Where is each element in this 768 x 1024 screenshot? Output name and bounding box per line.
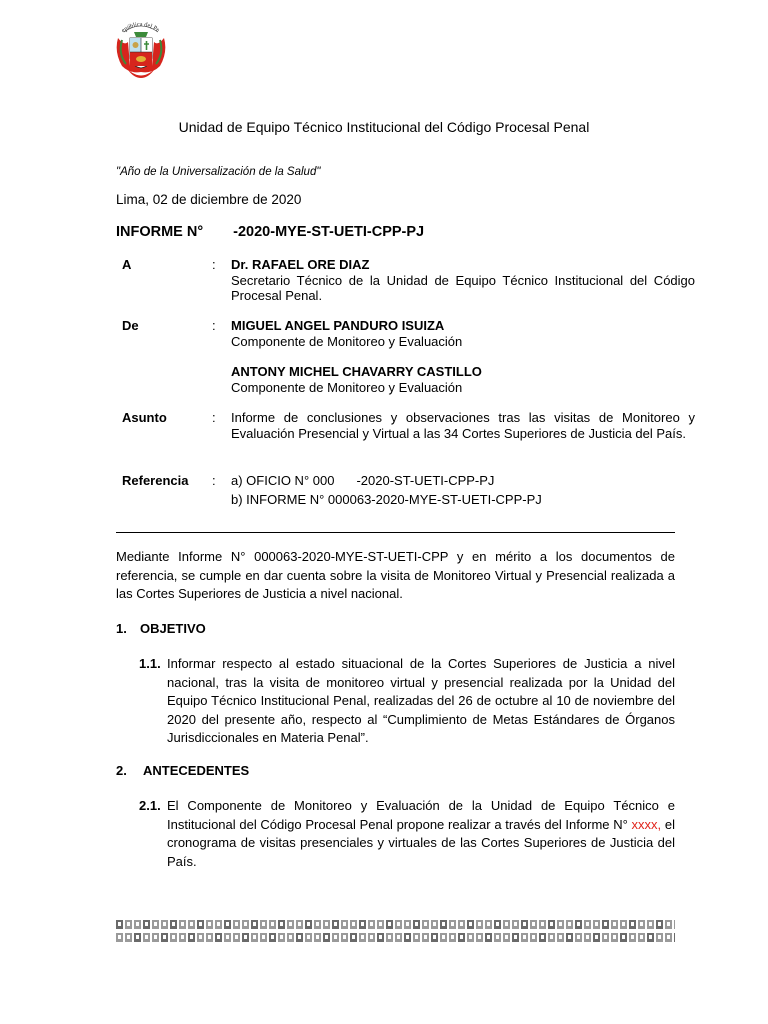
field-colon: : <box>212 473 216 488</box>
strip-glyph-inner <box>226 922 229 926</box>
year-motto: "Año de la Universalización de la Salud" <box>116 166 321 178</box>
strip-glyph-inner <box>568 922 571 926</box>
field-label-to: A <box>122 257 132 272</box>
peru-coat-of-arms-logo <box>112 22 170 84</box>
strip-glyph-inner <box>190 935 193 939</box>
strip-glyph-inner <box>289 922 292 926</box>
field-value-reference <box>231 473 695 507</box>
strip-glyph-inner <box>289 935 292 939</box>
sender-1-role: Componente de Monitoreo y Evaluación <box>231 333 463 349</box>
strip-glyph-inner <box>559 935 562 939</box>
strip-glyph-inner <box>577 935 580 939</box>
strip-glyph-inner <box>550 922 553 926</box>
strip-glyph-inner <box>208 922 211 926</box>
strip-glyph-inner <box>460 922 463 926</box>
strip-glyph-inner <box>415 935 418 939</box>
strip-glyph-inner <box>271 935 274 939</box>
placeholder-report-number: xxxx, <box>631 816 662 832</box>
background-text-start: El Componente de Monitoreo y Evaluación de la Unidad de Equipo Técnico e Institucional del Código Procesal Penal propone realizar a través del Informe N° <box>167 798 675 832</box>
field-label-from: De <box>122 318 139 333</box>
strip-glyph-inner <box>550 935 553 939</box>
strip-glyph-inner <box>613 935 616 939</box>
strip-glyph-inner <box>577 922 580 926</box>
strip-glyph-inner <box>208 935 211 939</box>
strip-glyph-inner <box>343 935 346 939</box>
strip-glyph-inner <box>262 922 265 926</box>
reference-a-suffix: -2020-ST-UETI-CPP-PJ <box>356 473 495 488</box>
background-text-end: el cronograma de visitas presenciales y virtuales de las Cortes Superiores de Justicia del País. <box>167 816 675 869</box>
unit-title: Unidad de Equipo Técnico Institucional del Código Procesal Penal <box>178 119 590 135</box>
footer-decorative-strip <box>116 918 675 944</box>
section-number: 2. <box>116 763 127 778</box>
strip-glyph-inner <box>388 935 391 939</box>
strip-glyph-inner <box>451 935 454 939</box>
field-label-subject: Asunto <box>122 410 167 425</box>
subject-text: Informe de conclusiones y observaciones tras las visitas de Monitoreo y Evaluación Presencial y Virtual a las 34 Cortes Superiores de Justicia del País. <box>231 410 695 441</box>
strip-glyph-inner <box>622 922 625 926</box>
place-date: Lima, 02 de diciembre de 2020 <box>116 192 302 207</box>
strip-glyph-inner <box>469 922 472 926</box>
strip-glyph-inner <box>343 922 346 926</box>
strip-glyph-inner <box>604 922 607 926</box>
report-number: -2020-MYE-ST-UETI-CPP-PJ <box>233 224 425 240</box>
strip-glyph <box>674 920 675 929</box>
strip-glyph-inner <box>469 935 472 939</box>
strip-glyph-inner <box>667 935 670 939</box>
strip-glyph-inner <box>163 922 166 926</box>
strip-glyph-inner <box>478 922 481 926</box>
strip-glyph-inner <box>379 922 382 926</box>
strip-glyph-inner <box>280 935 283 939</box>
recipient-role: Secretario Técnico de la Unidad de Equipo Técnico Institucional del Código Procesal Penal. <box>231 272 695 303</box>
strip-glyph-inner <box>181 922 184 926</box>
strip-glyph-inner <box>568 935 571 939</box>
strip-glyph-inner <box>613 922 616 926</box>
strip-glyph-inner <box>172 922 175 926</box>
strip-glyph-inner <box>154 922 157 926</box>
strip-glyph-inner <box>559 922 562 926</box>
strip-glyph-inner <box>361 935 364 939</box>
strip-glyph-inner <box>334 935 337 939</box>
strip-glyph-inner <box>298 922 301 926</box>
strip-glyph-inner <box>118 935 121 939</box>
strip-glyph-inner <box>496 935 499 939</box>
header-divider <box>116 532 675 533</box>
strip-glyph-inner <box>253 935 256 939</box>
strip-glyph-inner <box>532 935 535 939</box>
strip-glyph-inner <box>586 935 589 939</box>
strip-glyph-inner <box>226 935 229 939</box>
reference-a <box>231 473 695 489</box>
report-title <box>116 224 424 240</box>
field-colon: : <box>212 318 216 333</box>
strip-glyph-inner <box>145 935 148 939</box>
strip-glyph-inner <box>235 922 238 926</box>
strip-glyph-inner <box>541 922 544 926</box>
strip-glyph-inner <box>217 922 220 926</box>
strip-glyph-inner <box>532 922 535 926</box>
recipient-name: Dr. RAFAEL ORE DIAZ <box>231 257 370 272</box>
strip-glyph-inner <box>136 922 139 926</box>
sender-1-name: MIGUEL ANGEL PANDURO ISUIZA <box>231 318 445 333</box>
strip-glyph-inner <box>604 935 607 939</box>
background-paragraph <box>167 797 675 871</box>
sender-2-role: Componente de Monitoreo y Evaluación <box>231 379 463 395</box>
strip-glyph-inner <box>127 935 130 939</box>
strip-glyph-inner <box>451 922 454 926</box>
strip-glyph-inner <box>667 922 670 926</box>
objective-paragraph: Informar respecto al estado situacional de la Cortes Superiores de Justicia a nivel nacional, tras la visita de monitoreo virtual y presencial realizada por la Unidad del Equipo Técnico Institucional Penal, realizadas del 26 de octubre al 10 de noviembre del 2020 del presente año, respecto al “Cumplimiento de Metas Estándares de Órganos Jurisdiccionales en Materia Penal”. <box>167 656 675 745</box>
strip-glyph-inner <box>442 935 445 939</box>
section-heading-background <box>116 763 249 778</box>
strip-glyph-inner <box>397 922 400 926</box>
strip-glyph-inner <box>253 922 256 926</box>
strip-glyph-inner <box>595 935 598 939</box>
strip-glyph-inner <box>370 935 373 939</box>
section-number: 1. <box>116 621 127 636</box>
strip-glyph-inner <box>136 935 139 939</box>
svg-text:República del Perú: epública del Pe <box>120 22 161 35</box>
strip-glyph-inner <box>640 922 643 926</box>
strip-glyph-inner <box>541 935 544 939</box>
field-label-reference: Referencia <box>122 473 189 488</box>
strip-glyph-inner <box>631 935 634 939</box>
strip-glyph-inner <box>379 935 382 939</box>
strip-glyph <box>674 933 675 942</box>
strip-glyph-inner <box>433 922 436 926</box>
strip-glyph-inner <box>325 922 328 926</box>
strip-glyph-inner <box>595 922 598 926</box>
strip-glyph-inner <box>415 922 418 926</box>
strip-glyph-inner <box>307 935 310 939</box>
strip-glyph-inner <box>424 935 427 939</box>
strip-glyph-inner <box>127 922 130 926</box>
strip-glyph-inner <box>145 922 148 926</box>
field-colon: : <box>212 257 216 272</box>
strip-glyph-inner <box>487 935 490 939</box>
report-label: INFORME N° <box>116 224 204 240</box>
field-colon: : <box>212 410 216 425</box>
subsection-number: 1.1. <box>139 656 161 671</box>
strip-glyph-inner <box>631 922 634 926</box>
strip-glyph-inner <box>262 935 265 939</box>
strip-glyph-inner <box>442 922 445 926</box>
strip-glyph-inner <box>658 935 661 939</box>
section-heading-objective <box>116 621 206 636</box>
strip-glyph-inner <box>235 935 238 939</box>
strip-glyph-inner <box>244 935 247 939</box>
strip-glyph-inner <box>298 935 301 939</box>
strip-glyph-inner <box>325 935 328 939</box>
strip-glyph-inner <box>496 922 499 926</box>
strip-glyph-inner <box>658 922 661 926</box>
strip-glyph-inner <box>514 935 517 939</box>
strip-glyph-inner <box>316 935 319 939</box>
strip-glyph-inner <box>622 935 625 939</box>
strip-glyph-inner <box>433 935 436 939</box>
strip-glyph-inner <box>523 922 526 926</box>
strip-glyph-inner <box>649 935 652 939</box>
field-value-to <box>231 257 695 304</box>
strip-glyph-inner <box>505 922 508 926</box>
strip-glyph-inner <box>523 935 526 939</box>
strip-glyph-inner <box>280 922 283 926</box>
strip-glyph-inner <box>586 922 589 926</box>
strip-glyph-inner <box>361 922 364 926</box>
section-title: OBJETIVO <box>140 621 206 636</box>
strip-glyph-inner <box>118 922 121 926</box>
section-title: ANTECEDENTES <box>143 763 250 778</box>
strip-glyph-inner <box>334 922 337 926</box>
strip-glyph-inner <box>388 922 391 926</box>
strip-glyph-inner <box>649 922 652 926</box>
subsection-number: 2.1. <box>139 798 161 813</box>
strip-glyph-inner <box>199 935 202 939</box>
strip-glyph-inner <box>244 922 247 926</box>
strip-glyph-inner <box>199 922 202 926</box>
strip-glyph-inner <box>271 922 274 926</box>
strip-glyph-inner <box>478 935 481 939</box>
strip-glyph-inner <box>316 922 319 926</box>
strip-glyph-inner <box>217 935 220 939</box>
field-value-from <box>231 318 695 395</box>
strip-glyph-inner <box>370 922 373 926</box>
strip-glyph-inner <box>460 935 463 939</box>
strip-glyph-inner <box>307 922 310 926</box>
strip-glyph-inner <box>424 922 427 926</box>
strip-glyph-inner <box>352 922 355 926</box>
reference-a-prefix: a) OFICIO N° 000 <box>231 473 335 488</box>
strip-glyph-inner <box>505 935 508 939</box>
reference-b: b) INFORME N° 000063-2020-MYE-ST-UETI-CPP-PJ <box>231 491 542 507</box>
strip-glyph-inner <box>406 922 409 926</box>
strip-glyph-inner <box>154 935 157 939</box>
strip-glyph-inner <box>397 935 400 939</box>
sender-2-name: ANTONY MICHEL CHAVARRY CASTILLO <box>231 364 482 379</box>
strip-glyph-inner <box>172 935 175 939</box>
strip-glyph-inner <box>487 922 490 926</box>
strip-glyph-inner <box>190 922 193 926</box>
strip-glyph-inner <box>640 935 643 939</box>
strip-glyph-inner <box>163 935 166 939</box>
strip-glyph-inner <box>181 935 184 939</box>
strip-glyph-inner <box>406 935 409 939</box>
intro-paragraph: Mediante Informe N° 000063-2020-MYE-ST-UETI-CPP y en mérito a los documentos de referencia, se cumple en dar cuenta sobre la visita de Monitoreo Virtual y Presencial realizada a las Cortes Superiores de Justicia a nivel nacional. <box>116 549 675 601</box>
strip-glyph-inner <box>514 922 517 926</box>
strip-glyph-inner <box>352 935 355 939</box>
